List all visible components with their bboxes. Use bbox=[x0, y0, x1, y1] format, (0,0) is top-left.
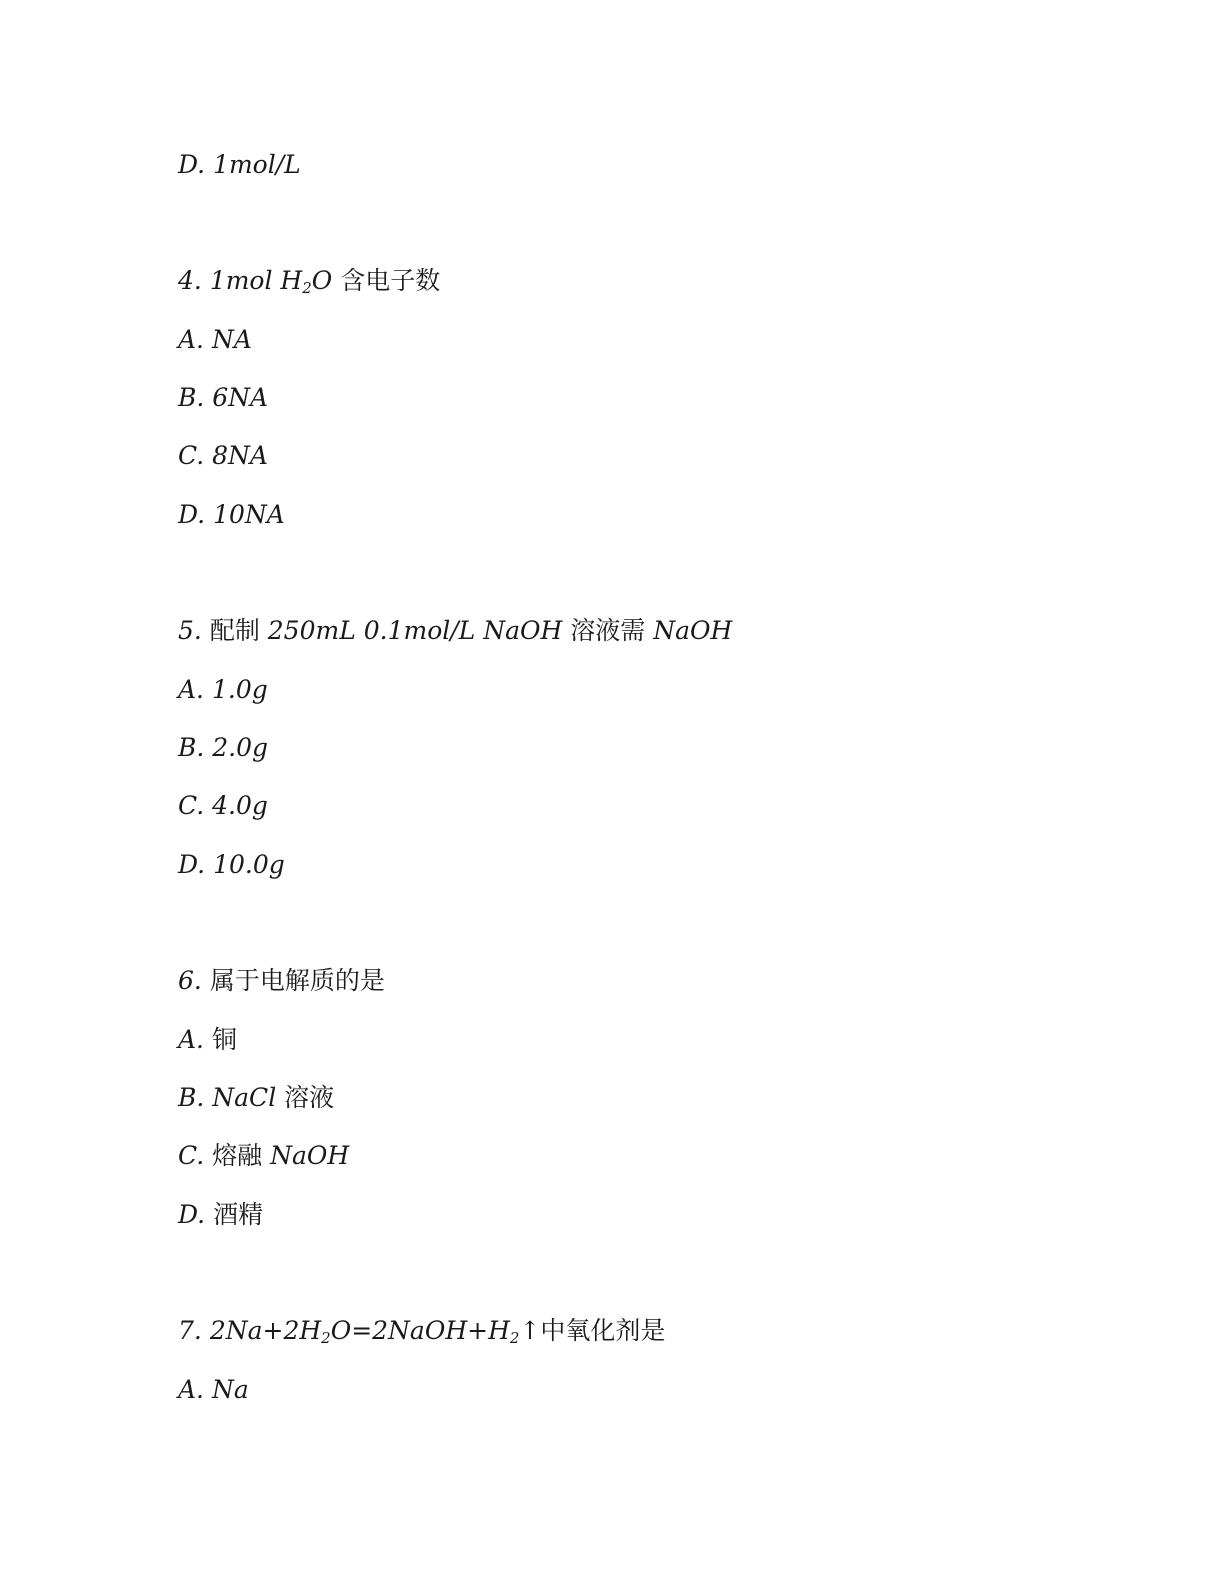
question-text: 中氧化剂是 bbox=[540, 1316, 666, 1345]
option-text: Na bbox=[211, 1375, 249, 1404]
option-text: 铜 bbox=[211, 1025, 237, 1054]
question-7-stem bbox=[178, 1315, 665, 1347]
option-text: 10.0g bbox=[213, 850, 285, 879]
question-7-option-a bbox=[178, 1374, 249, 1406]
question-4-option-a bbox=[178, 324, 252, 356]
option-letter: C. bbox=[178, 1141, 205, 1170]
question-4-option-d bbox=[178, 499, 285, 531]
option-letter: A. bbox=[178, 1375, 205, 1404]
formula-text: 250mL 0.1mol/L NaOH bbox=[267, 616, 563, 645]
question-6-option-d bbox=[178, 1199, 263, 1231]
option-letter: C. bbox=[178, 441, 205, 470]
question-6-option-c bbox=[178, 1140, 349, 1172]
formula-text: NaOH bbox=[653, 616, 733, 645]
question-4-stem bbox=[178, 265, 440, 297]
question-4-option-b bbox=[178, 382, 268, 414]
question-5-option-a bbox=[178, 674, 268, 706]
option-text: 8NA bbox=[212, 441, 268, 470]
question-5-stem bbox=[178, 615, 732, 647]
option-text-cjk: 溶液 bbox=[284, 1083, 335, 1112]
option-letter: A. bbox=[178, 325, 205, 354]
option-letter: A. bbox=[178, 675, 205, 704]
option-letter: D. bbox=[178, 500, 206, 529]
question-4-option-c bbox=[178, 440, 268, 472]
option-text: 10NA bbox=[213, 500, 285, 529]
question-6-option-b bbox=[178, 1082, 334, 1114]
question-number: 7. bbox=[178, 1316, 202, 1345]
option-text: NA bbox=[211, 325, 252, 354]
question-text: 含电子数 bbox=[340, 266, 441, 295]
question-5-option-d bbox=[178, 849, 285, 881]
option-text: 1.0g bbox=[211, 675, 268, 704]
gas-arrow-icon: ↑ bbox=[519, 1316, 541, 1345]
question-number: 6. bbox=[178, 966, 202, 995]
option-letter: B. bbox=[178, 383, 205, 412]
option-text: 2.0g bbox=[212, 733, 269, 762]
question-number: 5. bbox=[178, 616, 202, 645]
option-text: 4.0g bbox=[212, 791, 268, 820]
option-letter: B. bbox=[178, 1083, 205, 1112]
question-number: 4. bbox=[178, 266, 202, 295]
question-6-option-a bbox=[178, 1024, 237, 1056]
option-letter: B. bbox=[178, 733, 205, 762]
option-text-cjk: 熔融 bbox=[212, 1141, 263, 1170]
question-5-option-c bbox=[178, 790, 268, 822]
question-text: 溶液需 bbox=[570, 616, 646, 645]
option-letter: D. bbox=[178, 1200, 206, 1229]
option-text: NaOH bbox=[270, 1141, 350, 1170]
option-letter: D. bbox=[178, 150, 206, 179]
question-5-option-b bbox=[178, 732, 268, 764]
question-6-stem bbox=[178, 965, 385, 997]
option-text: 酒精 bbox=[213, 1200, 264, 1229]
option-text: 6NA bbox=[212, 383, 269, 412]
equation-text: $2Na+2H_2O=2NaOH+H_2↑$ bbox=[209, 1316, 541, 1347]
question-text: 配制 bbox=[209, 616, 260, 645]
option-letter: C. bbox=[178, 791, 205, 820]
formula-text: 1mol $H_2O$ bbox=[209, 266, 333, 297]
option-letter: A. bbox=[178, 1025, 205, 1054]
option-text: 1mol/L bbox=[213, 150, 301, 179]
option-d-previous bbox=[178, 149, 301, 181]
option-letter: D. bbox=[178, 850, 206, 879]
question-text: 属于电解质的是 bbox=[209, 966, 385, 995]
option-text: NaCl bbox=[212, 1083, 277, 1112]
